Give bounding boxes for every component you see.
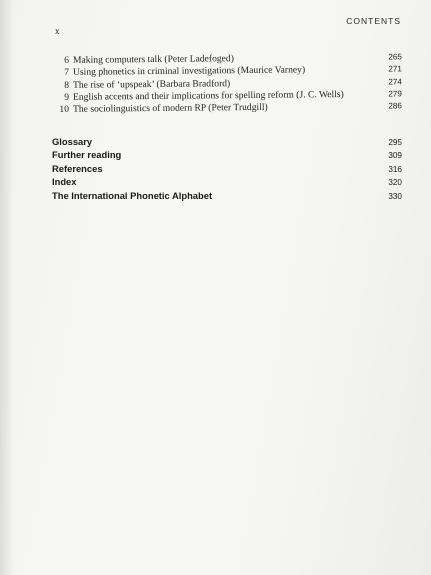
chapter-page: 279 xyxy=(388,89,403,99)
backmatter-title: Further reading xyxy=(52,149,122,161)
backmatter-page: 316 xyxy=(388,164,402,174)
chapter-number: 7 xyxy=(64,67,70,79)
toc-entry xyxy=(52,163,402,176)
backmatter-list xyxy=(52,136,402,203)
backmatter-title: Glossary xyxy=(52,136,93,147)
chapter-number: 9 xyxy=(64,91,70,103)
backmatter-title: References xyxy=(52,162,103,174)
backmatter-page: 295 xyxy=(388,138,402,147)
chapter-title: The sociolinguistics of modern RP (Peter Trudgill) xyxy=(72,101,268,115)
backmatter-page: 309 xyxy=(388,151,402,161)
backmatter-page: 330 xyxy=(388,191,402,201)
toc-entry xyxy=(52,190,402,203)
toc-entry xyxy=(55,101,402,117)
chapter-page: 271 xyxy=(388,64,403,74)
chapter-number: 8 xyxy=(64,79,70,91)
chapter-title: English accents and their implications for spelling reform (J. C. Wells) xyxy=(72,88,344,103)
page-marker: x xyxy=(55,26,60,36)
running-header: CONTENTS xyxy=(346,16,401,26)
toc-entry xyxy=(52,136,402,149)
backmatter-title: Index xyxy=(52,176,77,188)
toc-entry xyxy=(52,176,402,189)
chapter-list xyxy=(55,52,403,116)
chapter-title: Making computers talk (Peter Ladefoged) xyxy=(72,53,234,66)
toc-entry xyxy=(52,149,402,162)
chapter-title: The rise of ‘upspeak’ (Barbara Bradford) xyxy=(72,77,231,91)
spine-shadow xyxy=(0,0,14,575)
chapter-number: 10 xyxy=(59,104,70,116)
backmatter-page: 320 xyxy=(388,178,402,188)
chapter-title: Using phonetics in criminal investigations (Maurice Varney) xyxy=(72,64,306,79)
backmatter-title: The International Phonetic Alphabet xyxy=(52,189,213,201)
chapter-page: 265 xyxy=(388,52,403,62)
chapter-number: 6 xyxy=(64,54,70,66)
chapter-page: 286 xyxy=(388,101,403,111)
chapter-page: 274 xyxy=(388,76,403,87)
